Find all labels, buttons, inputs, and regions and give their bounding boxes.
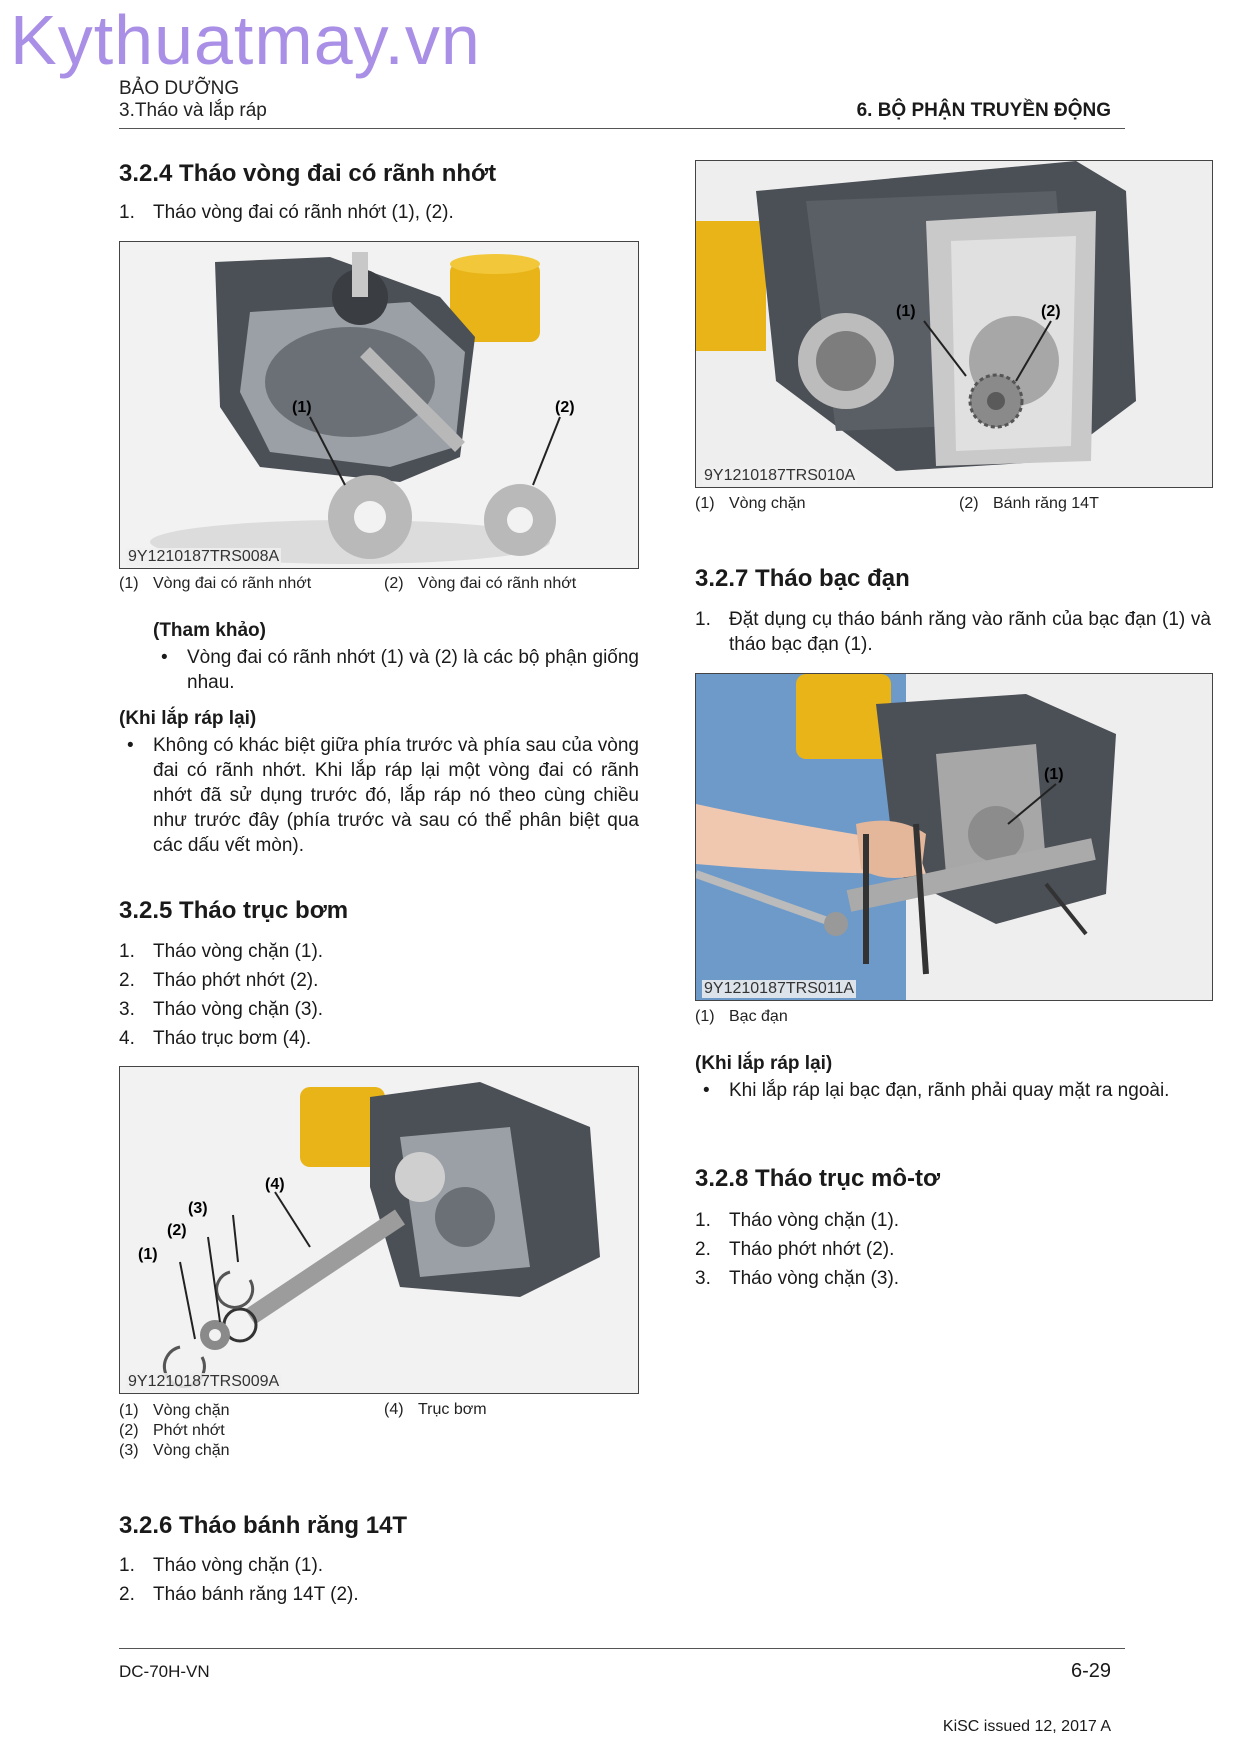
reference-title: (Tham khảo) [153, 620, 266, 641]
step-item: 3. Tháo vòng chặn (3). [119, 999, 324, 1020]
step-item: 1. Tháo vòng đai có rãnh nhớt (1), (2). [119, 202, 454, 223]
header-subsection-label: 3.Tháo và lắp ráp [119, 100, 267, 121]
steps-3-2-7 [695, 607, 1211, 657]
issue-label: KiSC issued 12, 2017 A [942, 1718, 1111, 1735]
callout-2: (2) [167, 1222, 187, 1239]
bullet-item: • Khi lắp ráp lại bạc đạn, rãnh phải quay mặt ra ngoài. [703, 1080, 1170, 1101]
steps-3-2-6 [119, 1551, 639, 1609]
section-title-3-2-5: 3.2.5 Tháo trục bơm [119, 897, 349, 924]
photo-code: 9Y1210187TRS008A [128, 548, 280, 565]
reassembly-list [695, 1078, 1211, 1103]
caption-item: (4) Trục bơm [384, 1401, 487, 1418]
section-title-3-2-7: 3.2.7 Tháo bạc đạn [695, 565, 910, 592]
step-item: 1. Đặt dụng cụ tháo bánh răng vào rãnh của bạc đạn (1) và tháo bạc đạn (1). [695, 609, 1211, 655]
chapter-title: 6. BỘ PHẬN TRUYỀN ĐỘNG [856, 100, 1111, 121]
caption-item: (2) Vòng đai có rãnh nhớt [384, 575, 577, 592]
photo-gear-14t [695, 160, 1213, 488]
caption-item: (1) Bạc đạn [695, 1008, 788, 1025]
footer-divider [119, 1648, 1125, 1649]
caption-item: (1) Vòng chặn [119, 1402, 230, 1419]
header-section-label: BẢO DƯỠNG [119, 78, 240, 99]
reassembly-list [119, 733, 639, 858]
step-item: 1. Tháo vòng chặn (1). [119, 941, 324, 962]
callout-2: (2) [1041, 303, 1061, 320]
caption-item: (1) Vòng chặn [695, 495, 806, 512]
callout-1: (1) [1044, 766, 1064, 783]
section-title-3-2-8: 3.2.8 Tháo trục mô-tơ [695, 1165, 941, 1192]
caption-list-left [119, 1401, 230, 1461]
header-divider [119, 128, 1125, 129]
caption-item: (2) Bánh răng 14T [959, 495, 1099, 512]
caption-item: (2) Phớt nhớt [119, 1422, 225, 1439]
caption-item: (3) Vòng chặn [119, 1442, 230, 1459]
callout-2: (2) [555, 399, 575, 416]
callout-1: (1) [292, 399, 312, 416]
page-number: 6-29 [1070, 1660, 1111, 1682]
callout-1: (1) [896, 303, 916, 320]
section-title-3-2-6: 3.2.6 Tháo bánh răng 14T [119, 1512, 408, 1539]
section-title-3-2-4: 3.2.4 Tháo vòng đai có rãnh nhớt [119, 160, 497, 187]
steps-3-2-8 [695, 1206, 1211, 1293]
doc-code: DC-70H-VN [119, 1662, 210, 1681]
photo-oil-groove-rings [119, 241, 639, 569]
photo-code: 9Y1210187TRS011A [704, 980, 855, 997]
photo-code: 9Y1210187TRS010A [704, 467, 856, 484]
watermark: Kythuatmay.vn [10, 1, 481, 79]
bullet-item: • Không có khác biệt giữa phía trước và phía sau của vòng đai có rãnh nhớt. Khi lắp ráp lại một vòng đai có rãnh nhớt đã sử dụng trước đó, lắp ráp nó theo cùng chiều như trước đây (phía trước và sau có thể phân biệt qua các dấu vết mòn). [127, 735, 639, 856]
callout-3: (3) [188, 1200, 208, 1217]
steps-3-2-4 [119, 198, 639, 227]
callout-4: (4) [265, 1176, 285, 1193]
reference-list [153, 645, 639, 695]
step-item: 2. Tháo bánh răng 14T (2). [119, 1584, 359, 1605]
photo-pump-shaft [119, 1066, 639, 1394]
photo-bearing-puller [695, 673, 1213, 1001]
step-item: 4. Tháo trục bơm (4). [119, 1028, 312, 1049]
steps-3-2-5 [119, 937, 639, 1053]
photo-code: 9Y1210187TRS009A [128, 1373, 280, 1390]
caption-item: (1) Vòng đai có rãnh nhớt [119, 575, 312, 592]
step-item: 1. Tháo vòng chặn (1). [119, 1555, 324, 1576]
bullet-item: • Vòng đai có rãnh nhớt (1) và (2) là các bộ phận giống nhau. [161, 647, 639, 693]
step-item: 2. Tháo phớt nhớt (2). [695, 1239, 895, 1260]
callout-1: (1) [138, 1246, 158, 1263]
step-item: 3. Tháo vòng chặn (3). [695, 1268, 900, 1289]
reassembly-title: (Khi lắp ráp lại) [695, 1053, 833, 1074]
step-item: 2. Tháo phớt nhớt (2). [119, 970, 319, 991]
reassembly-title: (Khi lắp ráp lại) [119, 708, 257, 729]
step-item: 1. Tháo vòng chặn (1). [695, 1210, 900, 1231]
